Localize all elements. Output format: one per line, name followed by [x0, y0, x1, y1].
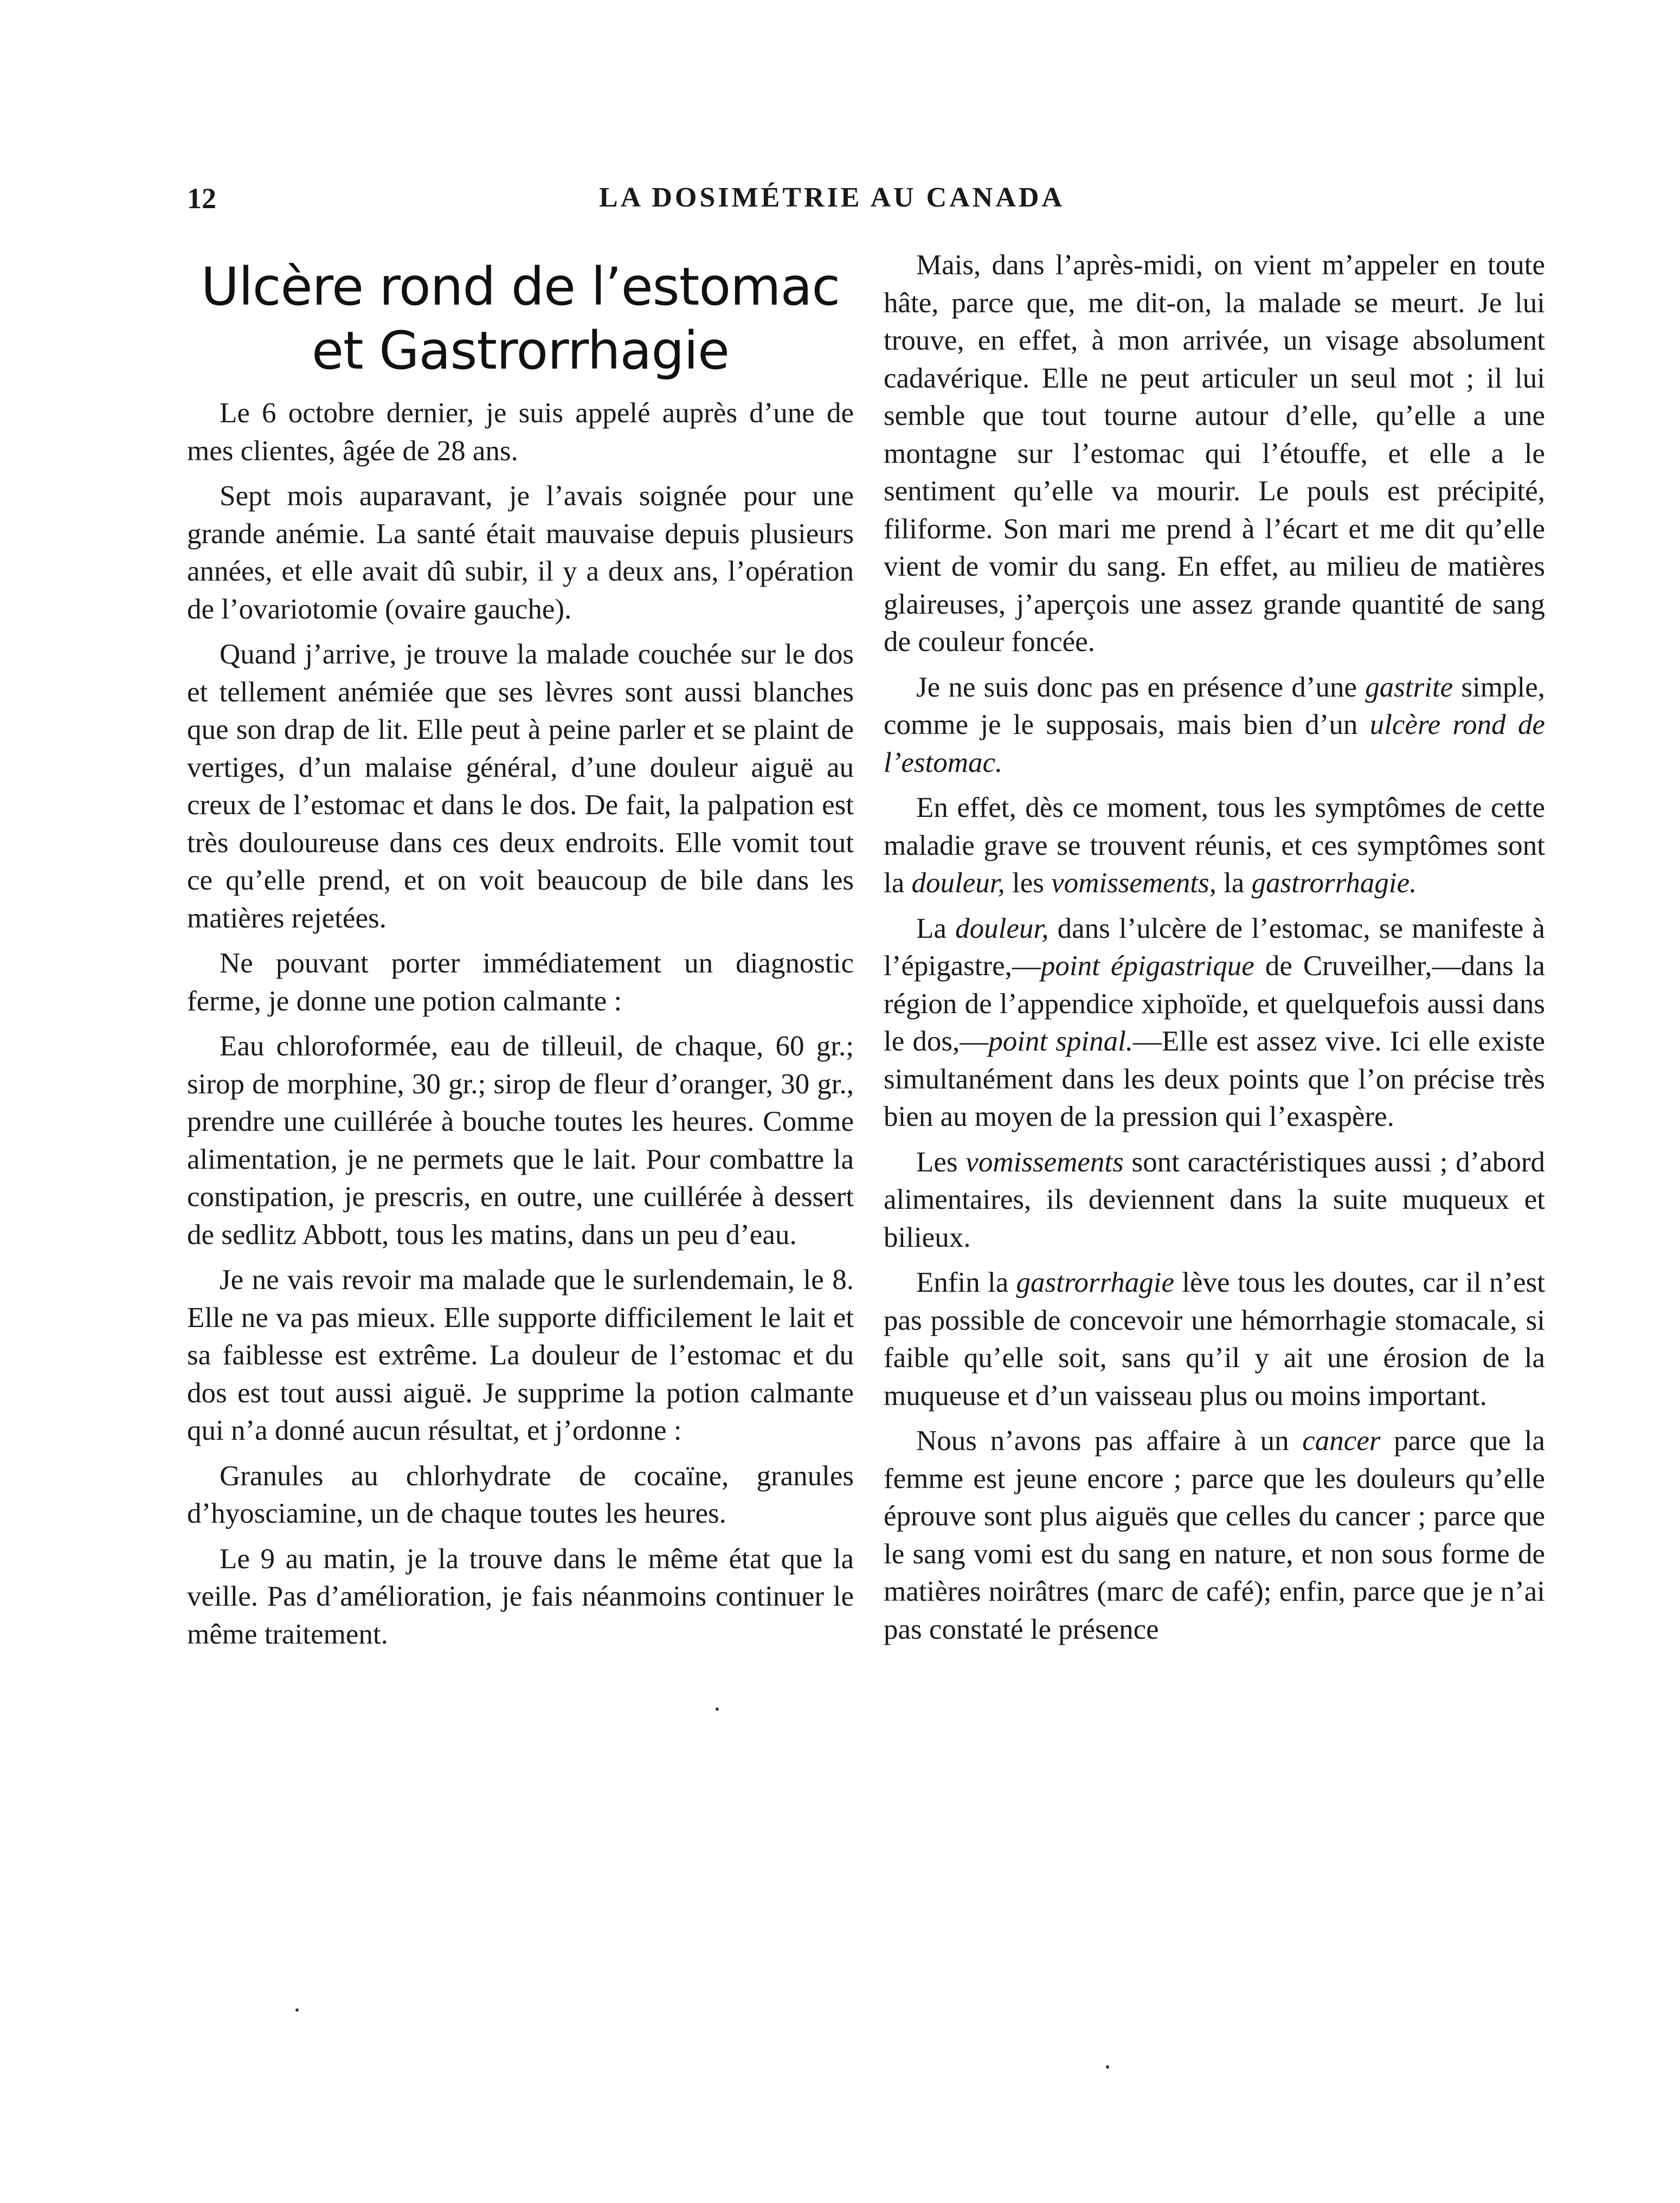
italic-term: point épigastrique — [1040, 950, 1254, 982]
scan-speck — [1106, 2065, 1109, 2069]
paragraph: Quand j’arrive, je trouve la malade couchée sur le dos et tellement anémiée que ses lèvres sont aussi blanches que son drap de lit. Elle peut à peine parler et se plaint de vertiges, d’un malaise général, d’une douleur aiguë au creux de l’estomac et dans le dos. De fait, la palpation est très douloureuse dans ces deux endroits. Elle vomit tout ce qu’elle prend, et on voit beaucoup de bile dans les matières rejetées. — [187, 639, 854, 934]
text-run: Nous n’avons pas affaire à un — [916, 1425, 1289, 1457]
paragraph: Le 6 octobre dernier, je suis appelé auprès d’une de mes clientes, âgée de 28 ans. — [187, 397, 854, 467]
italic-term: ulcère rond de l’estomac. — [884, 709, 1546, 778]
article-title — [187, 255, 854, 383]
text-run: Enfin la — [916, 1267, 1009, 1298]
paragraph: Ne pouvant porter immédiatement un diagnostic ferme, je donne une potion calmante : — [187, 948, 854, 1017]
article-title-line-1: Ulcère rond de l’estomac — [201, 256, 840, 317]
text-run: En effet, dès ce moment, tous les symptômes de cette maladie grave se trouvent réunis, et ces symptômes sont la — [884, 792, 1545, 899]
left-column — [187, 247, 854, 1661]
text-run: Je ne suis donc pas en présence d’une — [916, 671, 1357, 703]
italic-term: douleur, — [911, 867, 1005, 899]
scan-speck — [295, 2008, 299, 2012]
italic-term: vomissements — [965, 1146, 1124, 1178]
text-run: parce que la femme est jeune encore ; parce que les douleurs qu’elle éprouve sont plus aiguës que celles du cancer ; parce que le sang vomi est du sang en nature, et non sous forme de matières noirâtres (marc de café); enfin, parce que je n’ai pas constaté le présence — [884, 1425, 1546, 1645]
paragraph: Mais, dans l’après-midi, on vient m’appeler en toute hâte, parce que, me dit-on, la malade se meurt. Je lui trouve, en effet, à mon arrivée, un visage absolument cadavérique. Elle ne peut articuler un seul mot ; il lui semble que tout tourne autour d’elle, qu’elle a une montagne sur l’estomac qui l’étouffe, et elle a le sentiment qu’elle va mourir. Le pouls est précipité, filiforme. Son mari me prend à l’écart et me dit qu’elle vient de vomir du sang. En effet, au milieu de matières glaireuses, j’aperçois une assez grande quantité de sang de couleur foncée. — [884, 249, 1545, 658]
paragraph — [884, 1422, 1545, 1648]
text-run: les — [1012, 867, 1044, 899]
italic-term: cancer — [1302, 1425, 1381, 1457]
text-run: lève tous les doutes, car il n’est pas possible de concevoir une hémorrhagie stomacale, si faible qu’elle soit, sans qu’il y ait une érosion de la muqueuse et d’un vaisseau plus ou moins important. — [884, 1267, 1546, 1412]
text-run: La — [916, 912, 947, 944]
italic-term: douleur, — [955, 912, 1049, 944]
paragraph — [884, 1264, 1545, 1415]
italic-term: point spinal. — [988, 1026, 1134, 1057]
paragraph: Sept mois auparavant, je l’avais soignée pour une grande anémie. La santé était mauvaise depuis plusieurs années, et elle avait dû subir, il y a deux ans, l’opération de l’ovariotomie (ovaire gauche). — [187, 480, 854, 625]
paragraph — [884, 669, 1545, 782]
running-head — [187, 182, 1553, 220]
journal-title: LA DOSIMÉTRIE AU CANADA — [599, 182, 1065, 213]
paragraph — [884, 789, 1545, 903]
page-number: 12 — [187, 182, 216, 215]
paragraph — [884, 1144, 1545, 1257]
italic-term: gastrite — [1365, 671, 1453, 703]
text-run: simple, comme je le supposais, mais bien d’un — [884, 671, 1546, 740]
paragraph: Je ne vais revoir ma malade que le surlendemain, le 8. Elle ne va pas mieux. Elle supporte difficilement le lait et sa faiblesse est extrême. La douleur de l’estomac et du dos est tout aussi aiguë. Je supprime la potion calmante qui n’a donné aucun résultat, et j’ordonne : — [187, 1264, 854, 1446]
paragraph: Le 9 au matin, je la trouve dans le même état que la veille. Pas d’amélioration, je fais néanmoins continuer le même traitement. — [187, 1543, 854, 1650]
paragraph: Granules au chlorhydrate de cocaïne, granules d’hyosciamine, un de chaque toutes les heures. — [187, 1460, 854, 1529]
text-run: de Cruveilher,—dans la région de l’appendice xiphoïde, et quelquefois aussi dans le dos,— — [884, 950, 1545, 1057]
text-run: la — [1224, 867, 1245, 899]
scan-speck — [716, 1708, 719, 1711]
paragraph — [884, 910, 1545, 1136]
text-run: Les — [916, 1146, 958, 1178]
italic-term: gastrorrhagie. — [1251, 867, 1417, 899]
article-title-line-2: et Gastrorrhagie — [311, 320, 730, 381]
right-column — [884, 247, 1545, 1656]
text-run: —Elle est assez vive. Ici elle existe simultanément dans les deux points que l’on précise très bien au moyen de la pression qui l’exaspère. — [884, 1026, 1545, 1132]
text-run: dans l’ulcère de l’estomac, se manifeste à l’épigastre,— — [884, 912, 1545, 982]
text-run: sont caractéristiques aussi ; d’abord alimentaires, ils deviennent dans la suite muqueux et bilieux. — [884, 1146, 1546, 1253]
italic-term: vomissements, — [1051, 867, 1216, 899]
italic-term: gastrorrhagie — [1016, 1267, 1175, 1298]
paragraph: Eau chloroformée, eau de tilleuil, de chaque, 60 gr.; sirop de morphine, 30 gr.; sirop de fleur d’oranger, 30 gr., prendre une cuillérée à bouche toutes les heures. Comme alimentation, je ne permets que le lait. Pour combattre la constipation, je prescris, en outre, une cuillérée à dessert de sedlitz Abbott, tous les matins, dans un peu d’eau. — [187, 1030, 854, 1251]
